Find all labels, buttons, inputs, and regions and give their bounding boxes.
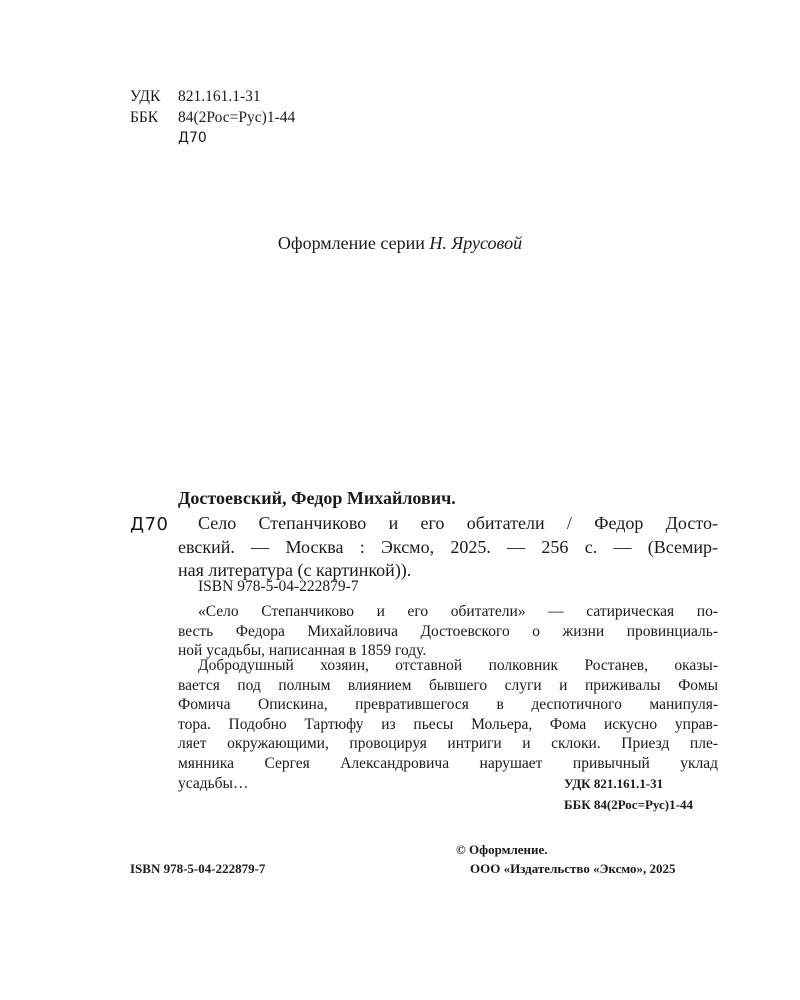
copyright-publisher: ООО «Издательство «Эксмо», 2025: [470, 861, 676, 876]
annotation-line: усадьбы…: [178, 774, 249, 792]
annotation-line: тора. Подобно Тартюфу из пьесы Мольера, Фома искусно управ-: [178, 715, 718, 733]
annotation-line: «Село Степанчиково и его обитатели» — сатирическая по-: [198, 603, 718, 620]
series-design-credit: [0, 233, 800, 254]
annotation-line: вается под полным влиянием бывшего слуги и приживалы Фомы: [178, 676, 718, 694]
copyright-design: © Оформление.: [456, 842, 548, 857]
udk-label: УДК: [130, 88, 161, 105]
udk-top: [130, 86, 261, 108]
udk-bottom: УДК 821.161.1-31: [564, 776, 664, 791]
annotation-line: ной усадьбы, написанная в 1859 году.: [178, 642, 427, 660]
footer-isbn: ISBN 978-5-04-222879-7: [130, 861, 266, 876]
bbk-top: [130, 107, 295, 129]
bbk-label: ББК: [130, 109, 159, 126]
classification-bottom: [564, 773, 693, 815]
biblio-line: евский. — Москва : Эксмо, 2025. — 256 с. — (Всемир-: [178, 536, 718, 557]
isbn-record: ISBN 978-5-04-222879-7: [198, 578, 359, 595]
annotation-line: Фомича Опискина, превратившегося в деспотичного манипуля-: [178, 696, 718, 714]
annotation-line: Добродушный хозяин, отставной полковник Ростанев, оказы-: [198, 657, 718, 674]
annotation-line: весть Федора Михайловича Достоевского о жизни провинциаль-: [178, 622, 718, 640]
biblio-line: Село Степанчиково и его обитатели / Федор Досто-: [198, 513, 718, 533]
bbk-bottom: ББК 84(2Рос=Рус)1-44: [564, 797, 693, 812]
series-designer-name: Н. Ярусовой: [429, 233, 523, 253]
udk-value: 821.161.1-31: [178, 88, 261, 105]
series-design-prefix: Оформление серии: [277, 233, 425, 253]
annotation-line: мянника Сергея Александровича нарушает привычный уклад: [178, 754, 718, 772]
cipher-top: Д70: [178, 130, 207, 146]
bibliographic-description: [178, 512, 718, 583]
annotation-line: ляет окружающими, провоцируя интриги и склоки. Приезд пле-: [178, 735, 718, 753]
book-author: Достоевский, Федор Михайлович.: [178, 488, 456, 508]
annotation-paragraph-1: [178, 602, 718, 661]
bbk-value: 84(2Рос=Рус)1-44: [178, 109, 296, 126]
author-cipher: Д70: [130, 514, 169, 535]
biblio-line: ная литература (с картинкой)).: [178, 560, 412, 580]
